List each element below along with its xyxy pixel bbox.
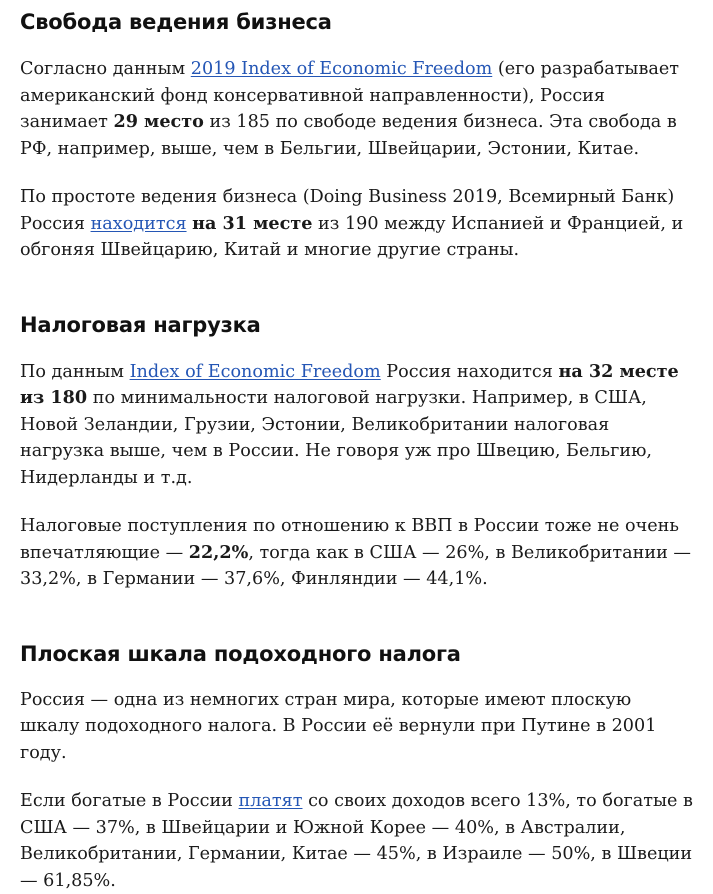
paragraph-tax-revenue-gdp (20, 513, 693, 593)
text: Россия — одна из немногих стран мира, которые имеют плоскую шкалу подоходного налога. В России её вернули при Путине в 2001 году. (20, 689, 657, 763)
paragraph-tax-burden-rank (20, 359, 693, 492)
paragraph-flat-tax-intro (20, 687, 693, 767)
paragraph-flat-tax-comparison (20, 788, 693, 894)
text: , тогда как в США — 26%, в Великобритании — 33,2%, в Германии — 37,6%, Финляндии — 44,1%. (20, 542, 691, 589)
link-doing-business[interactable]: находится (90, 213, 187, 234)
bold-text: на 32 месте из 180 (20, 360, 679, 408)
paragraph-doing-business-rank (20, 184, 693, 264)
text: со своих доходов всего 13%, то богатые в США — 37%, в Швейцарии и Южной Корее — 40%, в Австралии, Великобритании, Германии, Китае — 45%, в Израиле — 50%, в Швеции — 61,85%. (20, 791, 693, 891)
bold-text: 29 место (113, 111, 204, 132)
link-index-of-economic-freedom-2019[interactable]: 2019 Index of Economic Freedom (190, 59, 493, 79)
section-heading-tax-burden: Налоговая нагрузка (20, 312, 261, 337)
link-index-of-economic-freedom[interactable]: Index of Economic Freedom (129, 361, 381, 382)
section-heading-business-freedom: Свобода ведения бизнеса (20, 10, 332, 34)
bold-text: 22,2% (188, 541, 249, 563)
link-pay[interactable]: платят (238, 791, 303, 811)
text: Согласно данным (20, 59, 191, 79)
bold-text: на 31 месте (192, 212, 313, 234)
section-heading-flat-income-tax: Плоская шкала подоходного налога (20, 641, 461, 666)
paragraph-economic-freedom-rank (20, 56, 693, 162)
text: по минимальности налоговой нагрузки. Например, в США, Новой Зеландии, Грузии, Эстонии, Великобритании налоговая нагрузка выше, чем в России. Не говоря уж про Швецию, Бельгию, Нидерланды и т.д. (20, 388, 652, 488)
text: Россия находится (380, 361, 559, 382)
text: По простоте ведения бизнеса (Doing Business 2019, Всемирный Банк) Россия (20, 187, 675, 234)
text: (его разрабатывает американский фонд консервативной направленности), Россия занимает (20, 59, 679, 132)
text: из 190 между Испанией и Францией, и обгоняя Швейцарию, Китай и многие другие страны. (20, 213, 684, 260)
text: По данным (20, 361, 130, 382)
text: Налоговые поступления по отношению к ВВП в России тоже не очень впечатляющие — (20, 516, 679, 563)
text: из 185 по свободе ведения бизнеса. Эта свобода в РФ, например, выше, чем в Бельгии, Швейцарии, Эстонии, Китае. (20, 112, 677, 159)
text: Если богатые в России (20, 791, 239, 811)
